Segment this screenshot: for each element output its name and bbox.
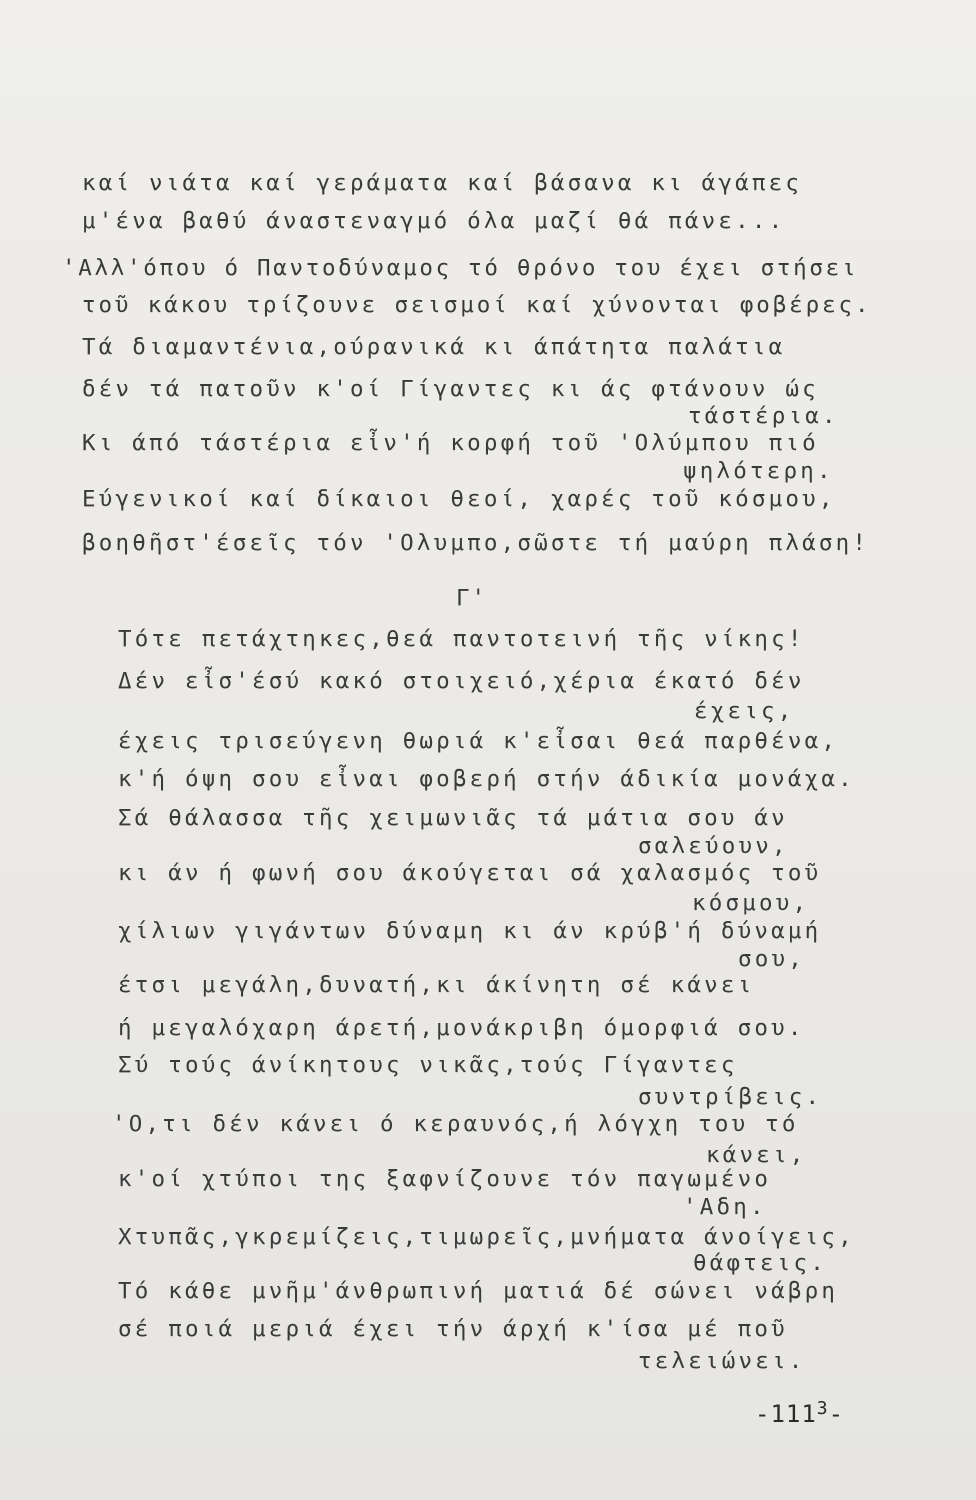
verse-line: Δέν εἶσ'έσύ κακό στοιχειό,χέρια έκατό δέν (118, 668, 805, 694)
verse-line: κ'οί χτύποι της ξαφνίζουνε τόν παγωμένο (118, 1166, 772, 1192)
verse-line-continuation: σου, (738, 946, 805, 972)
verse-line: Κι άπό τάστέρια εἶν'ή κορφή τοῦ 'Ολύμπου πιό (82, 430, 819, 456)
verse-line: έχεις τρισεύγενη θωριά κ'εἶσαι θεά παρθένα, (118, 728, 839, 754)
verse-line-continuation: ψηλότερη. (683, 458, 834, 484)
verse-line-continuation: σαλεύουν, (638, 833, 789, 859)
page-number-trail: - (828, 1400, 845, 1428)
page-number-superscript: 3 (816, 1398, 829, 1419)
verse-line: κι άν ή φωνή σου άκούγεται σά χαλασμός τοῦ (118, 860, 822, 886)
verse-line: Τό κάθε μνῆμ'άνθρωπινή ματιά δέ σώνει νάβρη (118, 1278, 839, 1304)
verse-line: κ'ή όψη σου εἶναι φοβερή στήν άδικία μονάχα. (118, 766, 855, 792)
verse-line: Τότε πετάχτηκες,θεά παντοτεινή τῆς νίκης! (118, 626, 805, 652)
verse-line-continuation: 'Αδη. (683, 1194, 767, 1220)
page-number-main: -111 (755, 1400, 817, 1428)
verse-line: σέ ποιά μεριά έχει τήν άρχή κ'ίσα μέ ποῦ (118, 1316, 788, 1342)
verse-line: ή μεγαλόχαρη άρετή,μονάκριβη όμορφιά σου. (118, 1015, 805, 1041)
verse-line-continuation: τάστέρια. (688, 403, 839, 429)
verse-line: έτσι μεγάλη,δυνατή,κι άκίνητη σέ κάνει (118, 972, 755, 998)
verse-line-continuation: τελειώνει. (638, 1348, 806, 1374)
page-number (755, 1398, 844, 1428)
verse-line-continuation: κάνει, (706, 1142, 807, 1168)
verse-line: Τά διαμαντένια,ούρανικά κι άπάτητα παλάτια (82, 334, 786, 360)
verse-line: Εύγενικοί καί δίκαιοι θεοί, χαρές τοῦ κόσμου, (82, 486, 836, 512)
verse-line: καί νιάτα καί γεράματα καί βάσανα κι άγάπες (82, 170, 803, 196)
verse-line: Χτυπᾶς,γκρεμίζεις,τιμωρεῖς,μνήματα άνοίγεις, (118, 1224, 855, 1250)
verse-line-continuation: θάφτεις. (693, 1250, 827, 1276)
verse-line: 'Αλλ'όπου ό Παντοδύναμος τό θρόνο του έχει στήσει (62, 255, 859, 281)
verse-line: Σά θάλασσα τῆς χειμωνιᾶς τά μάτια σου άν (118, 805, 788, 831)
verse-line-continuation: κόσμου, (692, 890, 810, 916)
verse-line-continuation: έχεις, (694, 698, 795, 724)
verse-line: Σύ τούς άνίκητους νικᾶς,τούς Γίγαντες (118, 1052, 738, 1078)
verse-line: μ'ένα βαθύ άναστεναγμό όλα μαζί θά πάνε... (82, 208, 786, 234)
verse-line: βοηθῆστ'έσεῖς τόν 'Ολυμπο,σῶστε τή μαύρη πλάση! (82, 530, 870, 556)
verse-line: χίλιων γιγάντων δύναμη κι άν κρύβ'ή δύναμή (118, 918, 822, 944)
verse-line: δέν τά πατοῦν κ'οί Γίγαντες κι άς φτάνουν ώς (82, 376, 819, 402)
section-heading: Γ' (456, 585, 488, 611)
verse-line: τοῦ κάκου τρίζουνε σεισμοί καί χύνονται φοβέρες. (82, 292, 872, 318)
verse-line: 'Ο,τι δέν κάνει ό κεραυνός,ή λόγχη του τό (112, 1111, 799, 1137)
verse-line-continuation: συντρίβεις. (638, 1084, 823, 1110)
